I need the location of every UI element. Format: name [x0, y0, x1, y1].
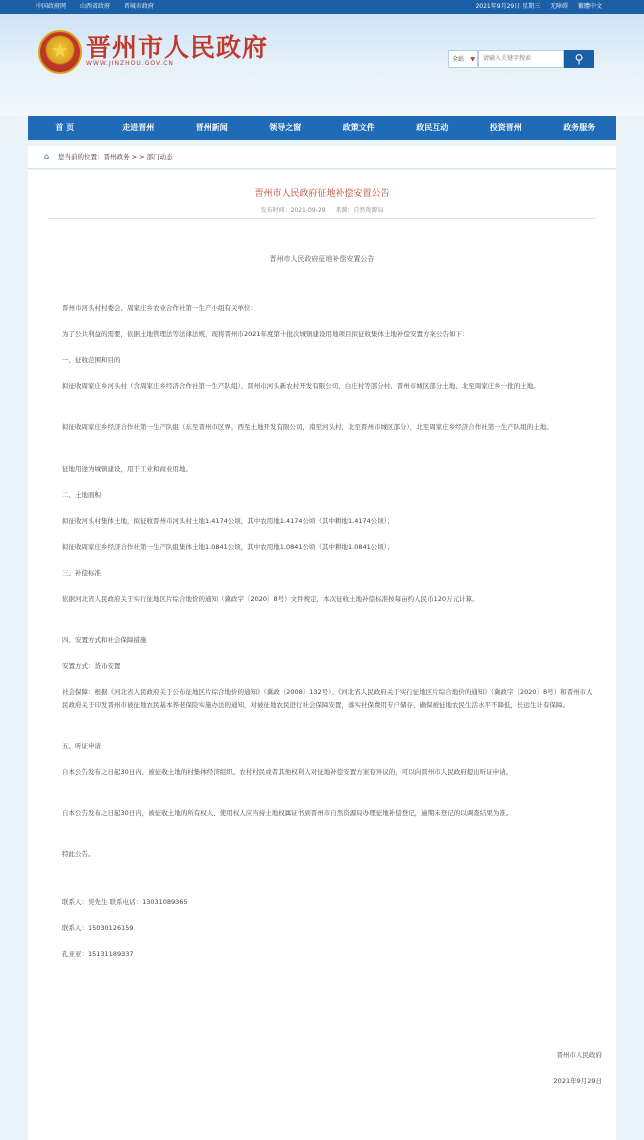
- article: [28, 170, 616, 1140]
- search-input[interactable]: [478, 50, 564, 68]
- nav-news[interactable]: 晋州新闻: [195, 123, 228, 132]
- contact-line: 联系人：吴先生 联系电话：13031089365: [62, 898, 188, 906]
- paragraph: 拟征收河头村集体土地，拟征收晋州市河头村土地1.4174公顷，其中农用地1.4174公顷（其中耕地1.4174公顷）；: [62, 517, 394, 525]
- site-header: [0, 14, 644, 116]
- nav-policy[interactable]: 政策文件: [342, 123, 375, 132]
- nav-services[interactable]: 政务服务: [563, 123, 596, 132]
- contact-line: 联系人：15030126159: [62, 924, 134, 932]
- paragraph: 拟征收周家庄乡经济合作社第一生产队组集体土地1.0841公顷，其中农用地1.0841公顷（其中耕地1.0841公顷）；: [62, 543, 394, 551]
- document-heading: 晋州市人民政府征地补偿安置公告: [269, 255, 375, 263]
- top-bar: [0, 0, 644, 14]
- signature-date: 2021年9月29日: [553, 1077, 602, 1085]
- site-search: [448, 50, 594, 68]
- top-utility: [467, 0, 602, 14]
- traditional-chinese-link[interactable]: 繁體中文: [577, 3, 602, 10]
- home-icon: ⌂: [44, 152, 50, 161]
- paragraph: 拟征收周家庄乡经济合作社第一生产队组（东至晋州市区界，西至土地开发有限公司，南至河头村，北至晋州市城区部分），北至周家庄乡经济合作社第一生产队组的土地。: [62, 423, 553, 431]
- top-date: 2021年9月29日 星期三: [475, 3, 541, 10]
- top-link-province[interactable]: 山西省政府: [79, 3, 110, 10]
- paragraph: 自本公告发布之日起30日内，被征收土地的所有权人、使用权人应当持土地权属证书到晋州市自然资源局办理征地补偿登记，逾期未登记的以调查结果为准。: [62, 809, 513, 817]
- site-subtitle: WWW.JINZHOU.GOV.CN: [86, 60, 174, 67]
- search-icon: ⚲: [574, 52, 584, 66]
- accessibility-link[interactable]: 无障碍: [550, 3, 569, 10]
- paragraph: 依据河北省人民政府关于实行征地区片综合地价的通知（冀政字〔2020〕8号）文件规定，本次征收土地补偿标准按每亩约人民币120万元计算。: [62, 595, 479, 603]
- search-scope-value: 全站: [452, 56, 465, 63]
- publish-date: 发布时间：2021-09-29: [260, 207, 326, 214]
- paragraph: 为了公共利益的需要，依据土地管理法等法律法规，现将晋州市2021年度第十批次城镇建设用地项目拟征收集体土地补偿安置方案公告如下：: [62, 330, 469, 338]
- search-button[interactable]: [564, 50, 594, 68]
- section-heading: 五、听证申请: [62, 742, 101, 750]
- section-heading: 一、征收范围和目的: [62, 356, 121, 364]
- breadcrumb-path[interactable]: 您当前的位置：晋州政务 > > 部门动态: [58, 153, 173, 161]
- national-emblem-icon: [38, 30, 82, 74]
- star-icon: ★: [51, 38, 69, 62]
- paragraph: 征地用途为城镇建设，用于工业和商业用地。: [62, 465, 192, 473]
- main-nav: [28, 116, 616, 140]
- signature: 晋州市人民政府: [556, 1051, 602, 1059]
- top-links: [36, 0, 166, 14]
- paragraph: 社会保障：根据《河北省人民政府关于公布征地区片综合地价的通知》（冀政〔2008〕132号）、《河北省人民政府关于实行征地区片综合地价的通知》（冀政字〔2020〕8号）和晋州市人民政府关于印发晋州市被征地农民基本养老保险实施办法的通知，对被征地农民进行社会保障安置，落实社保费用专户储存，确保被征地农民生活水平不降低，长远生计有保障。: [62, 688, 593, 709]
- site-title[interactable]: 晋州市人民政府: [86, 33, 269, 62]
- paragraph: 特此公告。: [62, 850, 95, 858]
- nav-invest[interactable]: 投资晋州: [489, 123, 522, 132]
- paragraph: 自本公告发布之日起30日内，被征收土地的村集体经济组织、农村村民或者其他权利人对征地补偿安置方案有异议的，可以向晋州市人民政府提出听证申请。: [62, 768, 513, 776]
- top-link-gov[interactable]: 中国政府网: [36, 3, 67, 10]
- paragraph: 拟征收周家庄乡河头村（含周家庄乡经济合作社第一生产队组）、晋州市河头新农村开发有限公司、白庄村等部分村、晋州市城区部分土地、北至周家庄乡一批的土地。: [62, 382, 540, 390]
- top-link-city[interactable]: 晋城市政府: [123, 3, 154, 10]
- paragraph: 晋州市河头村村委会、周家庄乡农业合作社第一生产小组有关单位：: [62, 304, 257, 312]
- contact-line: 孔亚亚：15131189337: [62, 950, 134, 958]
- chevron-down-icon: ▼: [470, 56, 475, 63]
- section-heading: 四、安置方式和社会保障措施: [62, 636, 147, 644]
- breadcrumb: [28, 146, 616, 169]
- article-meta: [28, 205, 616, 214]
- nav-home[interactable]: 首 页: [55, 123, 75, 132]
- nav-leaders[interactable]: 领导之窗: [269, 123, 302, 132]
- section-heading: 三、补偿标准: [62, 569, 101, 577]
- search-scope-select[interactable]: [448, 50, 478, 68]
- article-title: 晋州市人民政府征地补偿安置公告: [254, 189, 390, 199]
- divider: [48, 218, 596, 219]
- article-source: 来源：自然资源局: [335, 207, 384, 214]
- section-heading: 二、土地面积: [62, 491, 101, 499]
- nav-interaction[interactable]: 政民互动: [416, 123, 449, 132]
- nav-about[interactable]: 走进晋州: [122, 123, 155, 132]
- paragraph: 安置方式：货币安置: [62, 662, 121, 670]
